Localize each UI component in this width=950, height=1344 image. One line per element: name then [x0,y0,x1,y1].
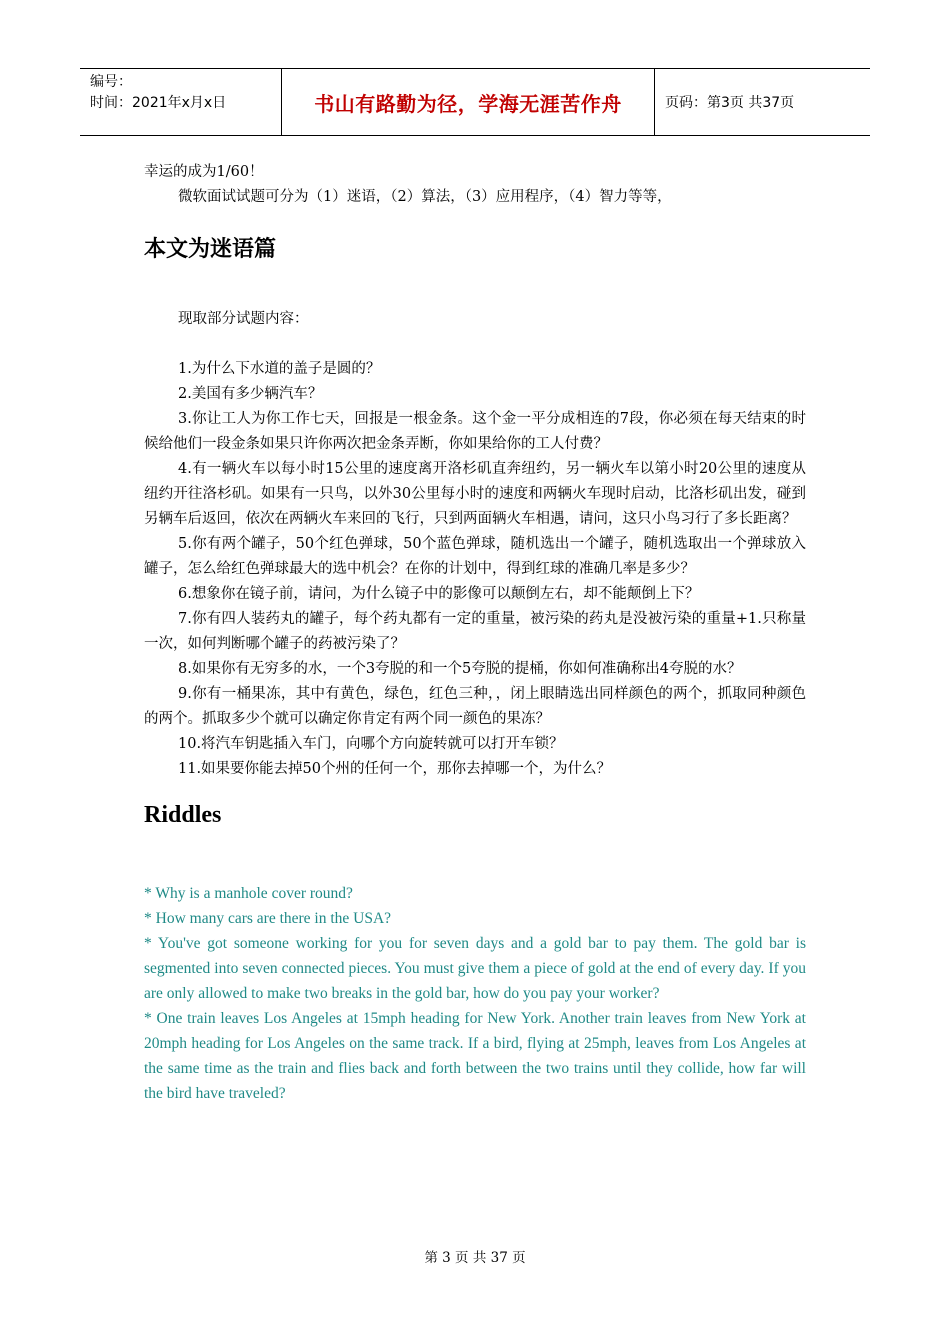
lead-text: 现取部分试题内容： [178,311,309,327]
question-item: 9.你有一桶果冻，其中有黄色，绿色，红色三种，，闭上眼睛选出同样颜色的两个，抓取同种颜色的两个。抓取多少个就可以确定你肯定有两个同一颜色的果冻？ [144,686,806,727]
question-item: 8.如果你有无穷多的水，一个3夸脱的和一个5夸脱的提桶，你如何准确称出4夸脱的水？ [178,661,742,677]
section-title-cn: 本文为迷语篇 [144,237,277,262]
question-item: 10.将汽车钥匙插入车门，向哪个方向旋转就可以打开车锁？ [178,736,564,752]
riddle-item: * One train leaves Los Angeles at 15mph heading for New York. Another train leaves from New York at 20mph heading for Los Angeles on the same track. If a bird, flying at 25mph, leaves from Los Angeles at the same time as the train and flies back and forth between the two trains until they collide, how far will the bird have traveled? [144,1010,806,1102]
question-item: 11.如果要你能去掉50个州的任何一个，那你去掉哪一个，为什么？ [178,761,612,777]
intro-line-2: 微软面试试题可分为（1）迷语，（2）算法，（3）应用程序，（4）智力等等， [178,189,672,205]
riddle-item: * You've got someone working for you for seven days and a gold bar to pay them. The gold bar is segmented into seven connected pieces. You must give them a piece of gold at the end of every day. If you are only allowed to make two breaks in the gold bar, how do you pay your worker? [144,935,806,1002]
question-item: 6.想象你在镜子前，请问，为什么镜子中的影像可以颠倒左右，却不能颠倒上下？ [178,586,700,602]
time-label: 时间：2021年x月x日 [90,95,227,111]
page-header [80,68,870,136]
riddle-item: * How many cars are there in the USA? [144,910,392,927]
question-item: 5.你有两个罐子，50个红色弹球，50个蓝色弹球，随机选出一个罐子，随机选取出一个弹球放入罐子，怎么给红色弹球最大的选中机会？在你的计划中，得到红球的准确几率是多少？ [144,536,806,577]
question-item: 3.你让工人为你工作七天，回报是一根金条。这个金一平分成相连的7段，你必须在每天结束的时候给他们一段金条如果只许你两次把金条弄断，你如果给你的工人付费？ [144,411,806,452]
question-item: 2.美国有多少辆汽车？ [178,386,323,402]
question-item: 4.有一辆火车以每小时15公里的速度离开洛杉矶直奔纽约，另一辆火车以第小时20公里的速度从纽约开往洛杉矶。如果有一只鸟，以外30公里每小时的速度和两辆火车现时启动，比洛杉矶出发，碰到另辆车后返回，依次在两辆火车来回的飞行，只到两面辆火车相遇，请问，这只小鸟习行了多长距离？ [144,461,806,527]
question-item: 7.你有四人装药丸的罐子，每个药丸都有一定的重量，被污染的药丸是没被污染的重量+1.只称量一次，如何判断哪个罐子的药被污染了？ [144,611,806,652]
header-page-info: 页码：第3页 共37页 [665,95,795,111]
page-footer: 第 3 页 共 37 页 [424,1250,526,1266]
riddle-item: * Why is a manhole cover round? [144,885,353,902]
intro-line-1: 幸运的成为1/60！ [144,164,264,180]
question-item: 1.为什么下水道的盖子是圆的？ [178,361,381,377]
header-meta [80,69,282,135]
document-body [144,160,806,1106]
question-list [144,357,806,782]
section-title-en: Riddles [144,802,222,828]
number-label: 编号： [90,74,132,90]
header-motto: 书山有路勤为径，学海无涯苦作舟 [282,69,655,135]
riddle-list [144,881,806,1106]
